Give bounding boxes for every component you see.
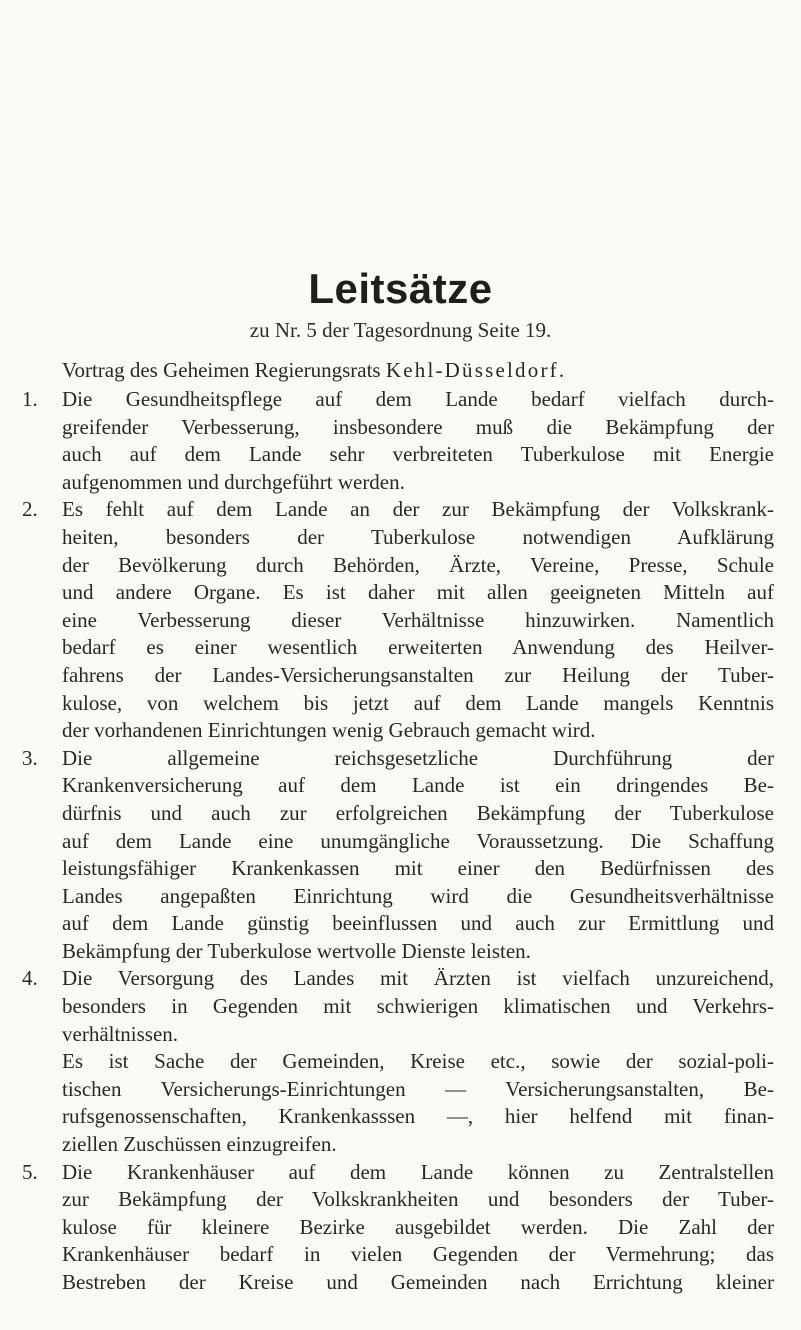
text-line: Bestreben der Kreise und Gemeinden nach Errichtung kleiner <box>62 1270 774 1294</box>
text-line: Es ist Sache der Gemeinden, Kreise etc., sowie der sozial-poli- <box>62 1049 774 1074</box>
text-line: aufgenommen und durchgeführt werden. <box>62 469 405 494</box>
agenda-reference: zu Nr. 5 der Tagesordnung Seite 19. <box>249 318 552 342</box>
text-line: bedarf es einer wesentlich erweiterten Anwendung des Heilver- <box>62 635 774 660</box>
thesis-number: 3. <box>22 745 38 770</box>
thesis-item <box>0 386 774 496</box>
page-title: Leitsätze <box>308 265 493 312</box>
text-line: Krankenversicherung auf dem Lande ist ein dringendes Be- <box>62 773 774 798</box>
thesis-item <box>0 1159 774 1297</box>
text-line: und andere Organe. Es ist daher mit allen geeigneten Mitteln auf <box>62 580 774 605</box>
speaker-name: Kehl-Düsseldorf. <box>385 358 567 382</box>
text-line: Es fehlt auf dem Lande an der zur Bekämpfung der Volkskrank- <box>62 497 774 522</box>
text-line: kulose, von welchem bis jetzt auf dem Lande mangels Kenntnis <box>62 690 774 715</box>
text-line: Landes angepaßten Einrichtung wird die Gesundheitsverhältnisse <box>62 883 774 908</box>
thesis-number: 2. <box>22 497 38 522</box>
text-line: leistungsfähiger Krankenkassen mit einer den Bedürfnissen des <box>62 856 774 881</box>
text-line: heiten, besonders der Tuberkulose notwendigen Aufklärung <box>62 524 774 549</box>
thesis-number: 5. <box>22 1159 38 1184</box>
text-line: auf dem Lande eine unumgängliche Voraussetzung. Die Schaffung <box>62 828 774 853</box>
thesis-number: 4. <box>22 966 38 991</box>
text-line: Die allgemeine reichsgesetzliche Durchführung der <box>62 745 774 770</box>
text-line: ziellen Zuschüssen einzugreifen. <box>62 1132 337 1157</box>
text-line: dürfnis und auch zur erfolgreichen Bekämpfung der Tuberkulose <box>62 800 774 825</box>
text-line: auch auf dem Lande sehr verbreiteten Tuberkulose mit Energie <box>62 442 774 467</box>
byline-prefix: Vortrag des Geheimen Regierungsrats <box>62 358 386 382</box>
lecture-byline <box>62 360 566 381</box>
text-line: Bekämpfung der Tuberkulose wertvolle Dienste leisten. <box>62 938 531 963</box>
text-line: rufsgenossenschaften, Krankenkasssen —, hier helfend mit finan- <box>62 1104 774 1129</box>
text-line: Krankenhäuser bedarf in vielen Gegenden der Vermehrung; das <box>62 1242 774 1267</box>
text-line: verhältnissen. <box>62 1021 179 1046</box>
text-line: der Bevölkerung durch Behörden, Ärzte, Vereine, Presse, Schule <box>62 552 774 577</box>
text-line: kulose für kleinere Bezirke ausgebildet werden. Die Zahl der <box>62 1214 774 1239</box>
thesis-number: 1. <box>22 387 38 411</box>
text-line: auf dem Lande günstig beeinflussen und auch zur Ermittlung und <box>62 911 774 936</box>
text-line: eine Verbesserung dieser Verhältnisse hinzuwirken. Namentlich <box>62 607 774 632</box>
theses-list <box>0 386 801 1297</box>
text-line: der vorhandenen Einrichtungen wenig Gebrauch gemacht wird. <box>62 718 596 743</box>
text-line: greifender Verbesserung, insbesondere muß die Bekämpfung der <box>62 414 774 439</box>
text-line: fahrens der Landes-Versicherungsanstalten zur Heilung der Tuber- <box>62 662 774 687</box>
text-line: tischen Versicherungs-Einrichtungen — Versicherungsanstalten, Be- <box>62 1076 774 1101</box>
text-line: zur Bekämpfung der Volkskrankheiten und besonders der Tuber- <box>62 1187 774 1212</box>
text-line: Die Krankenhäuser auf dem Lande können zu Zentralstellen <box>62 1159 774 1184</box>
thesis-item <box>0 496 774 744</box>
text-line: Die Versorgung des Landes mit Ärzten ist vielfach unzureichend, <box>62 966 774 991</box>
thesis-item <box>0 965 774 1158</box>
text-line: Die Gesundheitspflege auf dem Lande bedarf vielfach durch- <box>62 387 774 411</box>
text-line: besonders in Gegenden mit schwierigen klimatischen und Verkehrs- <box>62 994 774 1019</box>
thesis-item <box>0 745 774 966</box>
